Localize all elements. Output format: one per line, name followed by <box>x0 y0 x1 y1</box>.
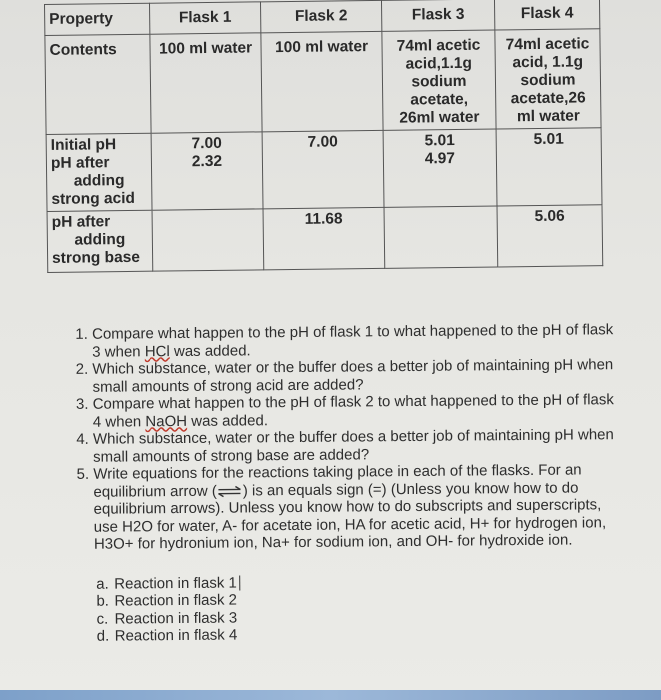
label-initial-ph: Initial pH pH after adding strong acid <box>46 133 152 211</box>
sub-question-d: d. Reaction in flask 4 <box>96 626 238 645</box>
header-flask-4: Flask 4 <box>494 0 599 30</box>
label-contents: Contents <box>45 34 151 134</box>
flask2-after-base: 11.68 <box>263 207 385 269</box>
question-2: 2. Which substance, water or the buffer does a better job of maintaining pH when small amounts of strong acid are added? <box>92 356 624 396</box>
flask4-initial-ph: 5.01 <box>496 128 602 206</box>
table-row-contents <box>45 29 601 135</box>
question-5: 5. Write equations for the reactions taking place in each of the flasks. For an equilibrium arrow ( ) is an equals sign (=) (Unless you know how to do equilibrium arrows). Unless you know how to do subscripts and superscripts, use H2O for water, A- for acetate ion, HA for acetic acid, H+ for hydrogen ion, H3O+ for hydronium ion, Na+ for sodium ion, and OH- for hydroxide ion. <box>93 461 626 553</box>
flask1-after-base <box>152 209 264 271</box>
flask1-ph-values: 7.00 2.32 <box>151 132 263 210</box>
sub-question-list <box>66 571 627 646</box>
question-4: 4. Which substance, water or the buffer does a better job of maintaining pH when small amounts of strong base are added? <box>93 426 625 466</box>
screen-bottom-bar <box>0 690 661 700</box>
sub-question-c: c. Reaction in flask 3 <box>96 609 238 628</box>
flask2-initial-ph: 7.00 <box>262 130 384 208</box>
flask3-after-base <box>384 206 498 268</box>
header-flask-1: Flask 1 <box>149 2 260 34</box>
sub-question-b: b. Reaction in flask 2 <box>96 591 238 610</box>
header-property: Property <box>45 3 150 35</box>
flask3-contents: 74ml acetic acid,1.1g sodium acetate, 26ml water <box>382 30 496 130</box>
chem-term-naoh: NaOH <box>145 412 188 430</box>
header-flask-3: Flask 3 <box>381 0 494 31</box>
sub-question-a: a. Reaction in flask 1 <box>96 571 626 593</box>
flask4-after-base: 5.06 <box>497 205 603 267</box>
question-1: 1. Compare what happen to the pH of flask 1 to what happened to the pH of flask 3 when HCl was added. <box>92 321 624 361</box>
flask4-contents: 74ml acetic acid, 1.1g sodium acetate,26 ml water <box>495 29 601 129</box>
label-after-base: pH after adding strong base <box>47 210 153 272</box>
flask3-ph-values: 5.01 4.97 <box>383 129 497 207</box>
flask2-contents: 100 ml water <box>261 31 383 131</box>
table-row-after-base <box>47 205 603 273</box>
flask1-contents: 100 ml water <box>150 33 262 133</box>
text-cursor <box>239 576 240 591</box>
equilibrium-arrow-icon <box>217 485 243 497</box>
question-list <box>64 321 627 645</box>
header-flask-2: Flask 2 <box>260 0 381 32</box>
chem-term-hcl: HCl <box>144 342 170 360</box>
question-3: 3. Compare what happen to the pH of flask 2 to what happened to the pH of flask 4 when NaOH was added. <box>93 391 625 431</box>
flask-data-table <box>44 0 603 273</box>
table-row-initial-ph <box>46 128 602 212</box>
